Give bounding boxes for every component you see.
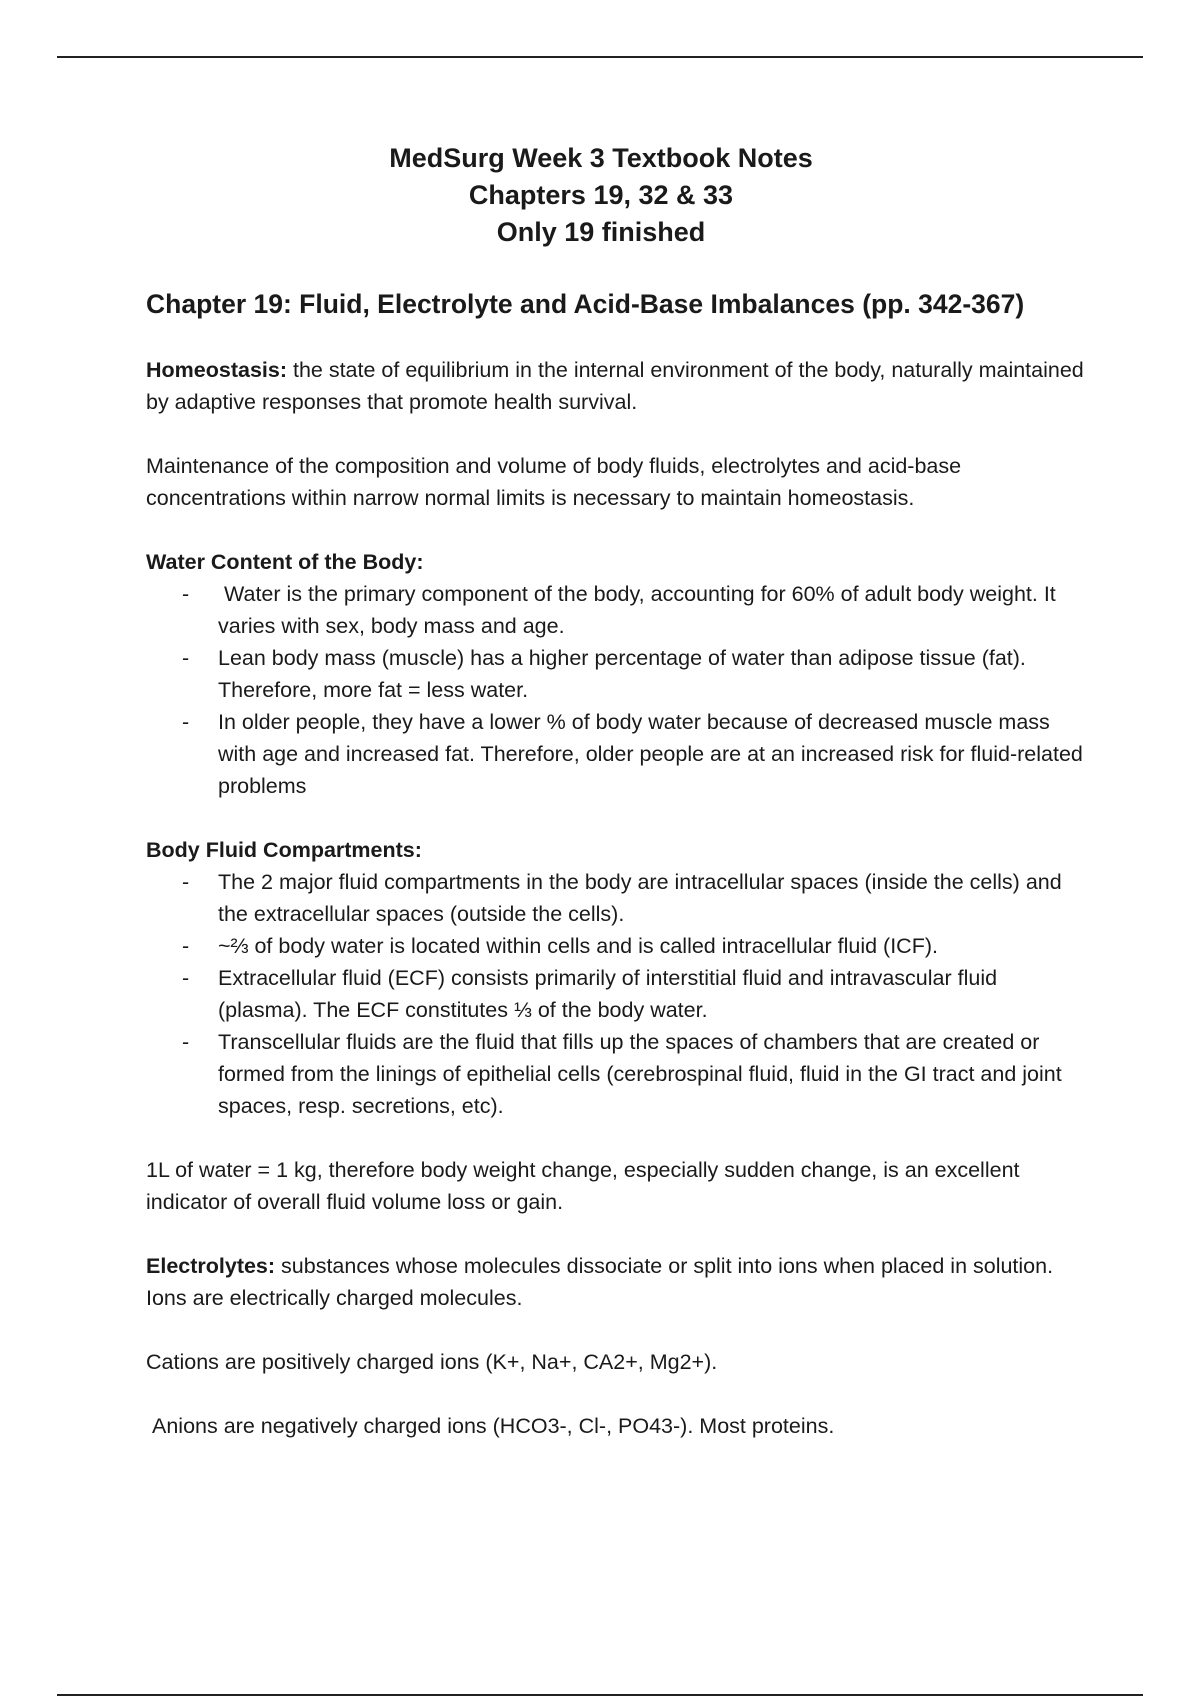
dash-bullet: - (182, 710, 190, 734)
electrolytes-paragraph (146, 1250, 1086, 1314)
anions-paragraph: Anions are negatively charged ions (HCO3-, Cl-, PO43-). Most proteins. (152, 1414, 835, 1438)
title-line-2: Chapters 19, 32 & 33 (468, 180, 734, 210)
spacer (146, 514, 1086, 546)
spacer (146, 418, 1086, 450)
spacer (146, 1314, 1086, 1346)
list-item: - Transcellular fluids are the fluid that fills up the spaces of chambers that are created or formed from the linings of epithelial cells (cerebrospinal fluid, fluid in the GI tract and joint spaces, resp. secretions, etc). (146, 1026, 1086, 1122)
homeostasis-term: Homeostasis: (146, 358, 287, 382)
water-content-list (146, 578, 1086, 802)
list-item: - In older people, they have a lower % of body water because of decreased muscle mass with age and increased fat. Therefore, older people are at an increased risk for fluid-related problems (146, 706, 1086, 802)
list-item: - The 2 major fluid compartments in the body are intracellular spaces (inside the cells) and the extracellular spaces (outside the cells). (146, 866, 1086, 930)
spacer (146, 802, 1086, 834)
dash-bullet: - (182, 646, 190, 670)
water-weight-paragraph: 1L of water = 1 kg, therefore body weight change, especially sudden change, is an excellent indicator of overall fluid volume loss or gain. (146, 1158, 1020, 1214)
list-item: - ~⅔ of body water is located within cells and is called intracellular fluid (ICF). (146, 930, 1086, 962)
homeostasis-paragraph (146, 354, 1086, 418)
body-fluid-list (146, 866, 1086, 1122)
dash-bullet: - (182, 870, 190, 894)
document-title-block (131, 140, 1071, 251)
dash-bullet: - (182, 582, 190, 606)
body-fluid-heading: Body Fluid Compartments: (146, 838, 422, 862)
dash-bullet: - (182, 966, 190, 990)
spacer (146, 1378, 1086, 1410)
chapter-heading: Chapter 19: Fluid, Electrolyte and Acid-Base Imbalances (pp. 342-367) (146, 289, 1025, 319)
electrolytes-term: Electrolytes: (146, 1254, 276, 1278)
cations-paragraph: Cations are positively charged ions (K+, Na+, CA2+, Mg2+). (146, 1350, 718, 1374)
list-item: - Water is the primary component of the body, accounting for 60% of adult body weight. It varies with sex, body mass and age. (146, 578, 1086, 642)
title-line-3: Only 19 finished (496, 217, 706, 247)
top-rule (57, 56, 1143, 58)
spacer (146, 1218, 1086, 1250)
spacer (146, 1122, 1086, 1154)
title-line-1: MedSurg Week 3 Textbook Notes (389, 143, 813, 173)
bottom-rule (57, 1694, 1143, 1696)
dash-bullet: - (182, 1030, 190, 1054)
list-item: - Extracellular fluid (ECF) consists primarily of interstitial fluid and intravascular fluid (plasma). The ECF constitutes ⅓ of the body water. (146, 962, 1086, 1026)
electrolytes-definition: substances whose molecules dissociate or split into ions when placed in solution. Ions are electrically charged molecules. (146, 1254, 1054, 1310)
homeostasis-definition: the state of equilibrium in the internal environment of the body, naturally maintained by adaptive responses that promote health survival. (146, 358, 1084, 414)
maintenance-paragraph: Maintenance of the composition and volume of body fluids, electrolytes and acid-base concentrations within narrow normal limits is necessary to maintain homeostasis. (146, 454, 962, 510)
document-page (146, 140, 1086, 1442)
list-item: - Lean body mass (muscle) has a higher percentage of water than adipose tissue (fat). Therefore, more fat = less water. (146, 642, 1086, 706)
water-content-heading: Water Content of the Body: (146, 550, 424, 574)
dash-bullet: - (182, 934, 190, 958)
